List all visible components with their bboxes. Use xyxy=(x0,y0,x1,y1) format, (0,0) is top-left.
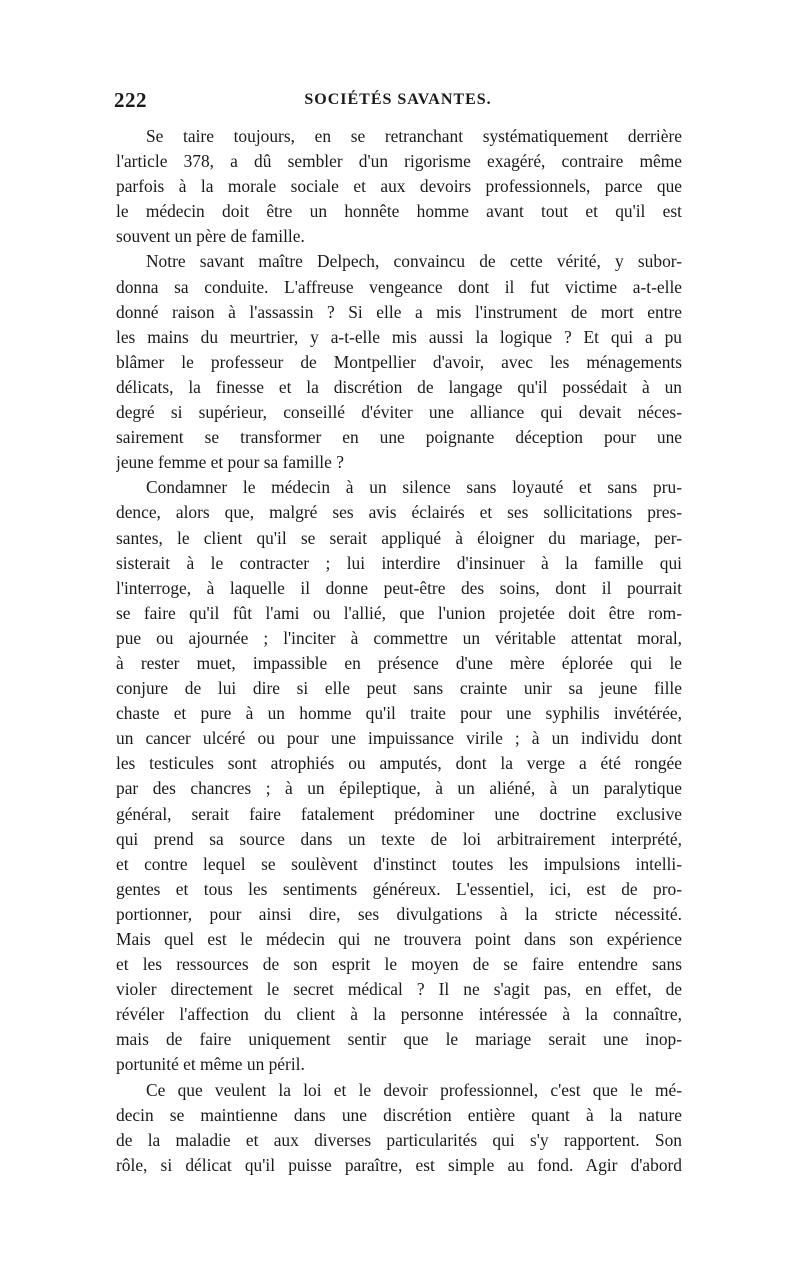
text-line: gentes et tous les sentiments généreux. L'essentiel, ici, est de pro- xyxy=(116,878,682,899)
page-number: 222 xyxy=(114,88,147,112)
text-line: jeune femme et pour sa famille ? xyxy=(116,452,344,473)
text-line: de la maladie et aux diverses particularités qui s'y rapportent. Son xyxy=(116,1129,682,1150)
body-text xyxy=(116,124,682,1178)
text-line: parfois à la morale sociale et aux devoirs professionnels, parce que xyxy=(116,176,682,197)
text-line: se faire qu'il fût l'ami ou l'allié, que l'union projetée doit être rom- xyxy=(116,602,682,623)
text-line: chaste et pure à un homme qu'il traite pour une syphilis invétérée, xyxy=(116,703,682,724)
text-line: et contre lequel se soulèvent d'instinct toutes les impulsions intelli- xyxy=(116,853,682,874)
text-line: violer directement le secret médical ? Il ne s'agit pas, en effet, de xyxy=(116,979,682,1000)
text-line: à rester muet, impassible en présence d'une mère éplorée qui le xyxy=(116,652,682,673)
text-line: révéler l'affection du client à la personne intéressée à la connaître, xyxy=(116,1004,682,1025)
text-line: l'article 378, a dû sembler d'un rigorisme exagéré, contraire même xyxy=(116,151,682,172)
text-line: sairement se transformer en une poignante déception pour une xyxy=(116,427,682,448)
text-line: mais de faire uniquement sentir que le mariage serait une inop- xyxy=(116,1029,682,1050)
text-line: qui prend sa source dans un texte de loi arbitrairement interprété, xyxy=(116,828,682,849)
text-line: les mains du meurtrier, y a-t-elle mis aussi la logique ? Et qui a pu xyxy=(116,326,682,347)
text-line: et les ressources de son esprit le moyen de se faire entendre sans xyxy=(116,954,682,975)
text-line: par des chancres ; à un épileptique, à un aliéné, à un paralytique xyxy=(116,778,682,799)
text-line: Se taire toujours, en se retranchant systématiquement derrière xyxy=(146,126,682,146)
paragraph xyxy=(116,249,682,475)
text-line: l'interroge, à laquelle il donne peut-être des soins, dont il pourrait xyxy=(116,577,682,598)
text-line: délicats, la finesse et la discrétion de langage qu'il possédait à un xyxy=(116,376,682,397)
text-line: conjure de lui dire si elle peut sans crainte unir sa jeune fille xyxy=(116,678,682,699)
text-line: decin se maintienne dans une discrétion entière quant à la nature xyxy=(116,1104,682,1125)
paragraph xyxy=(116,475,682,1077)
running-head: SOCIÉTÉS SAVANTES. xyxy=(304,91,492,108)
text-line: dence, alors que, malgré ses avis éclairés et ses sollicitations pres- xyxy=(116,502,682,523)
text-line: rôle, si délicat qu'il puisse paraître, est simple au fond. Agir d'abord xyxy=(116,1154,682,1175)
text-line: portionner, pour ainsi dire, ses divulgations à la stricte nécessité. xyxy=(116,903,682,924)
text-line: blâmer le professeur de Montpellier d'avoir, avec les ménagements xyxy=(116,351,682,372)
text-line: donné raison à l'assassin ? Si elle a mis l'instrument de mort entre xyxy=(116,301,682,322)
text-line: souvent un père de famille. xyxy=(116,226,305,247)
text-line: degré si supérieur, conseillé d'éviter une alliance qui devait néces- xyxy=(116,402,682,423)
text-line: santes, le client qu'il se serait appliqué à éloigner du mariage, per- xyxy=(116,527,682,548)
paragraph xyxy=(116,1078,682,1178)
text-line: sisterait à le contracter ; lui interdire d'insinuer à la famille qui xyxy=(116,552,682,573)
text-line: Mais quel est le médecin qui ne trouvera point dans son expérience xyxy=(116,929,682,949)
text-line: portunité et même un péril. xyxy=(116,1054,305,1075)
text-line: général, serait faire fatalement prédominer une doctrine exclusive xyxy=(116,803,682,824)
text-line: Condamner le médecin à un silence sans loyauté et sans pru- xyxy=(146,477,682,498)
paragraph xyxy=(116,124,682,249)
text-line: un cancer ulcéré ou pour une impuissance virile ; à un individu dont xyxy=(116,728,682,749)
text-line: le médecin doit être un honnête homme avant tout et qu'il est xyxy=(116,201,682,222)
text-line: les testicules sont atrophiés ou amputés, dont la verge a été rongée xyxy=(116,753,682,774)
text-line: Ce que veulent la loi et le devoir professionnel, c'est que le mé- xyxy=(146,1079,682,1100)
text-line: Notre savant maître Delpech, convaincu de cette vérité, y subor- xyxy=(146,251,682,272)
page-header xyxy=(114,88,682,118)
text-line: donna sa conduite. L'affreuse vengeance dont il fut victime a-t-elle xyxy=(116,276,682,297)
text-line: pue ou ajournée ; l'inciter à commettre un véritable attentat moral, xyxy=(116,627,682,648)
